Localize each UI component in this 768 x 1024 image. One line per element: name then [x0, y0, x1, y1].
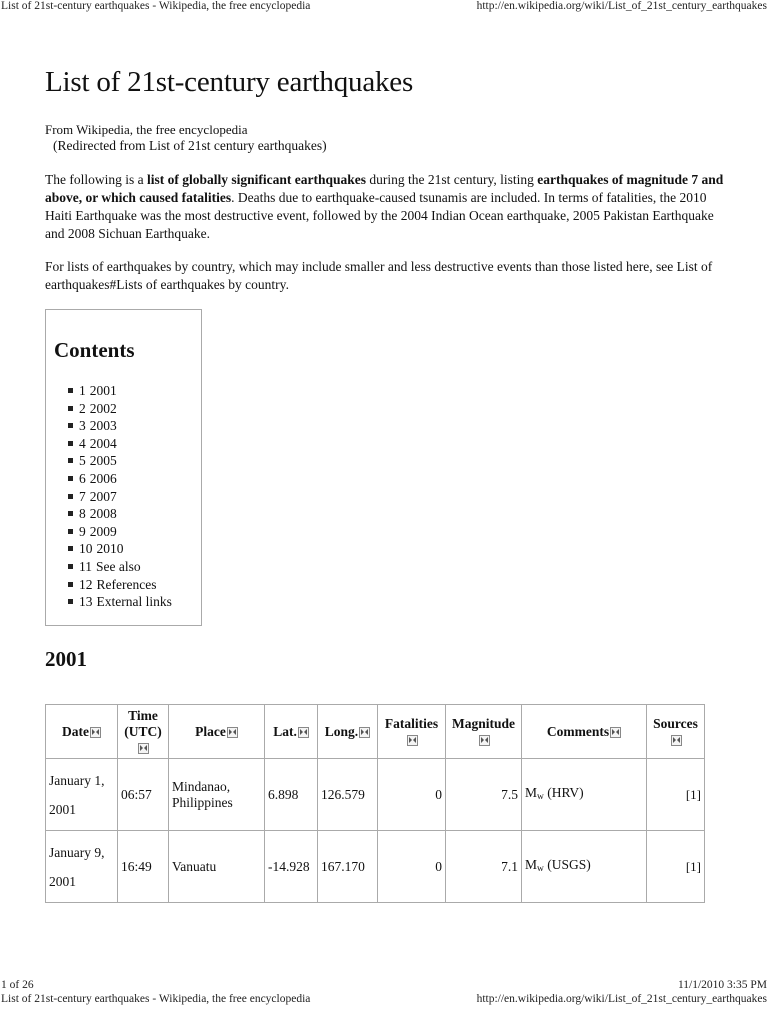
country-lists-link[interactable]: List of earthquakes#Lists of earthquakes by country [45, 259, 713, 292]
cell-fatalities: 0 [378, 759, 446, 831]
toc-item[interactable]: 3 2003 [79, 417, 172, 435]
source-ref-link[interactable]: [1] [685, 859, 701, 874]
toc-item[interactable]: 9 2009 [79, 523, 172, 541]
cell-comments: Mw (USGS) [522, 831, 647, 903]
cell-time: 06:57 [118, 759, 169, 831]
cell-time: 16:49 [118, 831, 169, 903]
col-header-magnitude: Magnitude [446, 705, 522, 759]
intro-bold-1: list of globally significant earthquakes [146, 172, 367, 187]
toc-item[interactable]: 5 2005 [79, 452, 172, 470]
cell-long: 167.170 [318, 831, 378, 903]
cell-place[interactable]: Mindanao, Philippines [169, 759, 265, 831]
col-header-comments[interactable]: Comments [522, 705, 647, 759]
cell-magnitude: 7.5 [446, 759, 522, 831]
col-header-fatalities: Fatalities [378, 705, 446, 759]
toc-item[interactable]: 10 2010 [79, 540, 172, 558]
sort-icon[interactable] [610, 727, 621, 738]
cell-sources[interactable] [647, 759, 705, 831]
next-page-title: List of 21st-century earthquakes - Wikipedia, the free encyclopedia [1, 993, 311, 1005]
cell-magnitude: 7.1 [446, 831, 522, 903]
col-header-place[interactable]: Place [169, 705, 265, 759]
cell-fatalities: 0 [378, 831, 446, 903]
redirect-notice: (Redirected from List of 21st century earthquakes) [53, 138, 327, 153]
toc-item[interactable]: 12 References [79, 576, 172, 594]
site-subtitle: From Wikipedia, the free encyclopedia [45, 122, 248, 137]
toc-item[interactable]: 1 2001 [79, 382, 172, 400]
col-header-date[interactable]: Date [46, 705, 118, 759]
sort-icon[interactable] [227, 727, 238, 738]
toc-list [46, 382, 172, 611]
page-title: List of 21st-century earthquakes [45, 66, 414, 98]
sort-icon[interactable] [298, 727, 309, 738]
cell-sources[interactable] [647, 831, 705, 903]
print-header-url[interactable]: http://en.wikipedia.org/wiki/List_of_21st_century_earthquakes [476, 0, 767, 12]
cell-comments: Mw (HRV) [522, 759, 647, 831]
toc-item[interactable]: 2 2002 [79, 400, 172, 418]
sort-icon[interactable] [671, 735, 682, 746]
toc-item[interactable]: 13 External links [79, 594, 172, 610]
toc-item[interactable]: 8 2008 [79, 505, 172, 523]
col-header-time: Time (UTC) [118, 705, 169, 759]
cell-date: January 9, 2001 [46, 831, 118, 903]
col-header-lat[interactable]: Lat. [265, 705, 318, 759]
country-lists-paragraph [45, 258, 725, 294]
next-page-url[interactable]: http://en.wikipedia.org/wiki/List_of_21st_century_earthquakes [476, 993, 767, 1005]
cell-lat: -14.928 [265, 831, 318, 903]
intro-text-2: during the 21st century, listing [366, 172, 538, 187]
print-header-title: List of 21st-century earthquakes - Wikipedia, the free encyclopedia [1, 0, 311, 12]
cell-date: January 1, 2001 [46, 759, 118, 831]
intro-text-1: The following is a [45, 172, 147, 187]
country-lists-end: . [285, 277, 289, 292]
print-datetime: 11/1/2010 3:35 PM [677, 979, 767, 991]
toc-title: Contents [54, 338, 135, 362]
toc-item[interactable]: 7 2007 [79, 488, 172, 506]
intro-text-3: . Deaths due to earthquake-caused tsunamis are included. In terms of fatalities, the 2010 Haiti Earthquake was the most destructive event, followed by the 2004 Indian Ocean earthquake, 2005 Pakistan Earthquake and 2008 Sichuan Earthquake. [45, 190, 714, 241]
toc-item[interactable]: 6 2006 [79, 470, 172, 488]
table-row [46, 759, 705, 831]
sort-icon[interactable] [407, 735, 418, 746]
sort-icon[interactable] [138, 743, 149, 754]
sort-icon[interactable] [359, 727, 370, 738]
section-heading-2001: 2001 [45, 647, 87, 671]
cell-lat: 6.898 [265, 759, 318, 831]
table-of-contents [45, 309, 202, 626]
col-header-long[interactable]: Long. [318, 705, 378, 759]
sort-icon[interactable] [479, 735, 490, 746]
cell-long: 126.579 [318, 759, 378, 831]
intro-paragraph [45, 171, 725, 243]
print-page-number: 1 of 26 [1, 979, 34, 991]
earthquakes-2001-table [45, 704, 705, 903]
source-ref-link[interactable]: [1] [685, 787, 701, 802]
sort-icon[interactable] [90, 727, 101, 738]
toc-item[interactable]: 11 See also [79, 558, 172, 576]
intro-bold-2: earthquakes of magnitude 7 and above, or which caused fatalities [45, 172, 724, 205]
toc-item[interactable]: 4 2004 [79, 435, 172, 453]
cell-place[interactable]: Vanuatu [169, 831, 265, 903]
table-header-row [46, 705, 705, 759]
country-lists-text: For lists of earthquakes by country, which may include smaller and less destructive events than those listed here, see [45, 259, 677, 274]
table-row [46, 831, 705, 903]
col-header-sources: Sources [647, 705, 705, 759]
